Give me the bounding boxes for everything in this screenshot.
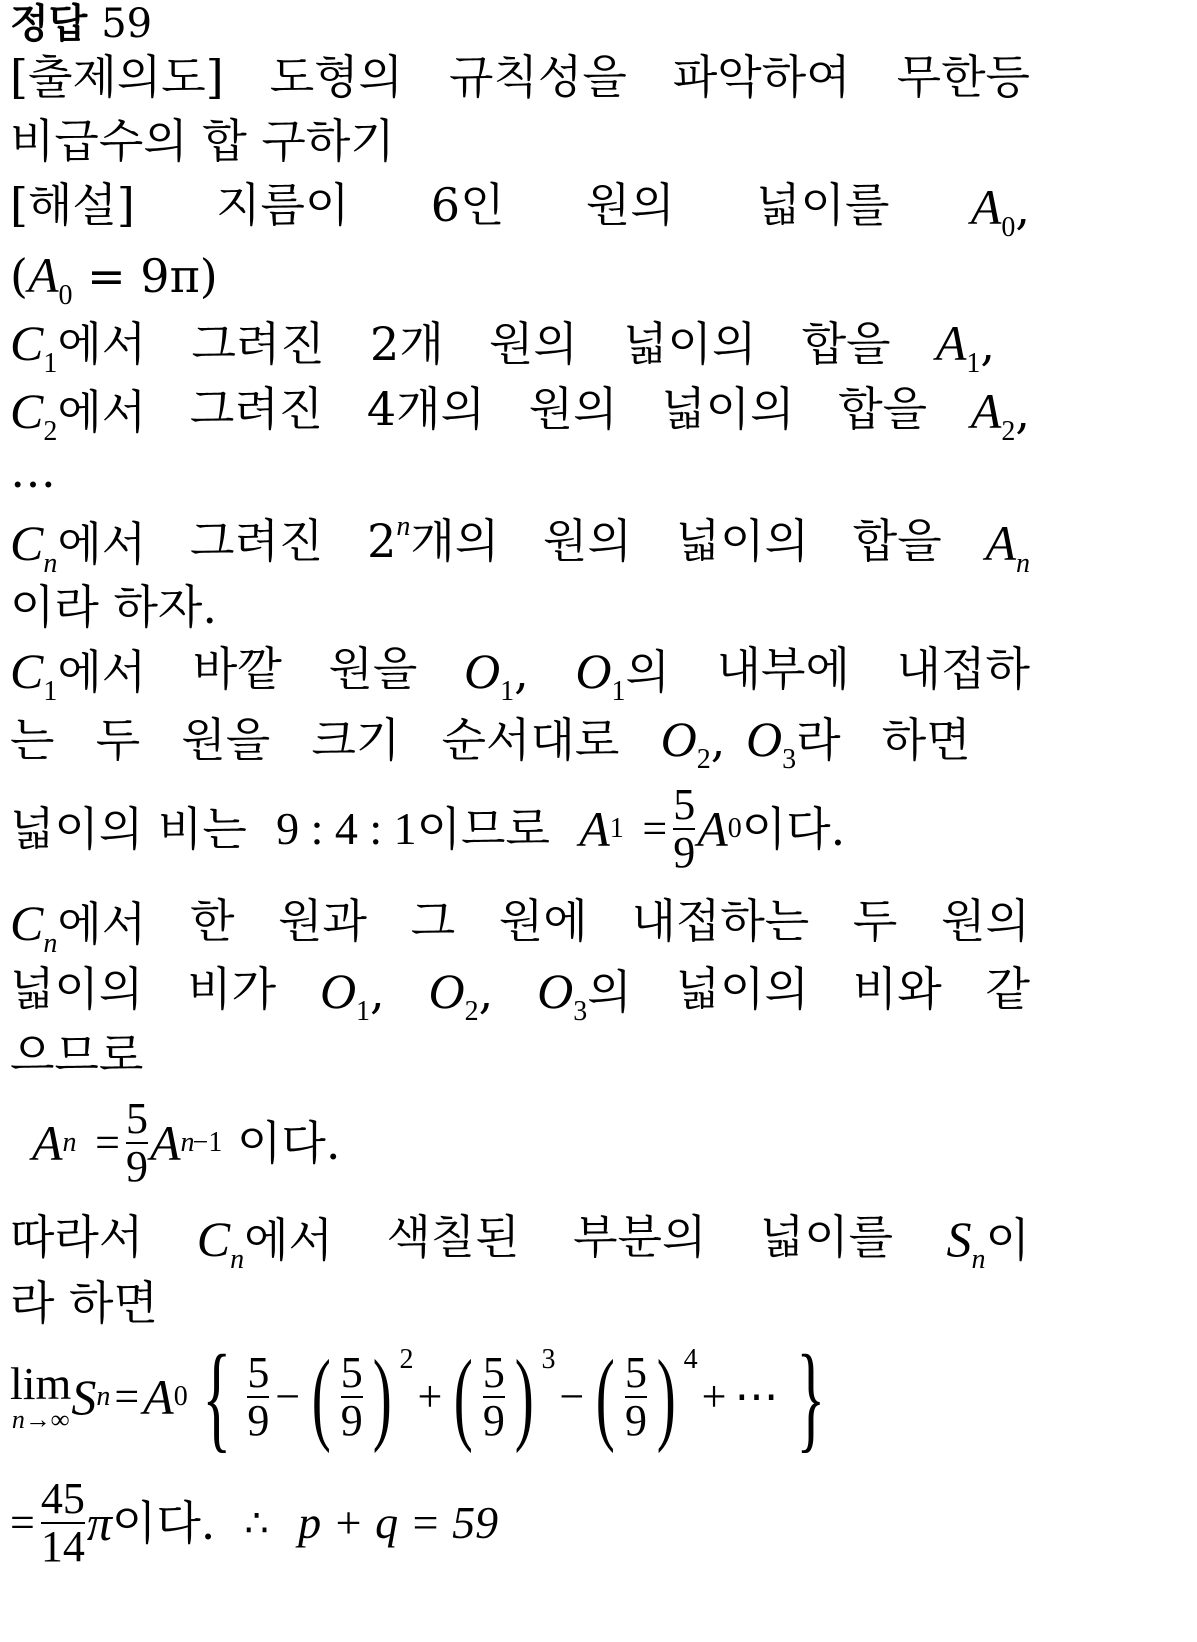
final-line: = $\frac{45}{14}$ π 이다. ∴ p + q = 59 <box>10 1474 499 1572</box>
fraction-denominator: 9 <box>625 1396 648 1445</box>
c1-word: 그려진 <box>191 317 325 371</box>
c2-word: 합을 <box>838 382 928 436</box>
cn-word: 합을 <box>852 514 942 568</box>
c1-word: 원의 <box>489 317 578 371</box>
intent-line-1 <box>10 50 1030 104</box>
lim-under: n→∞ <box>11 1405 70 1434</box>
intent-word: 도형의 <box>269 50 403 104</box>
intent-line-2: 비급수의 합 구하기 <box>10 114 395 168</box>
series-term-3 <box>482 1347 505 1445</box>
fraction-denominator: 9 <box>673 828 696 878</box>
c2-line <box>10 382 1030 447</box>
right-brace: } <box>796 1330 826 1463</box>
o2: $O_2$, <box>428 963 494 1027</box>
rw2-word: 넓이의 <box>10 962 144 1016</box>
c1-word: 합을 <box>801 317 891 371</box>
c2-word: 에서 <box>57 385 147 439</box>
intent-word: 규칙성을 <box>449 50 627 104</box>
outer-word: 내접하 <box>896 642 1030 696</box>
right-paren: ) <box>656 1338 676 1454</box>
fraction-denominator: 9 <box>482 1396 505 1445</box>
left-paren: ( <box>454 1338 474 1454</box>
o1-possessive: $O_1$의 <box>575 643 670 707</box>
series-term-2 <box>340 1347 363 1445</box>
final-end: 이다. <box>111 1496 216 1551</box>
c1-line: $C_1$에서 그려진 2개 원의 넓이의 합을 $A_1$, <box>10 315 995 379</box>
cn-word: 그려진 <box>190 514 324 568</box>
recur-end: 이다. <box>236 1116 341 1171</box>
right-paren: ) <box>514 1338 534 1454</box>
cn-base: 2 <box>367 514 397 568</box>
answer-value: 59 <box>101 1 153 47</box>
left-brace: { <box>202 1330 231 1463</box>
therefore-symbol: ∴ <box>244 1501 269 1546</box>
order-word: 두 <box>95 713 141 767</box>
outer-word: 바깥 <box>192 642 282 696</box>
recurrence-line: A n = $\frac{5}{9}$ A n −1 이다. <box>32 1094 341 1192</box>
cn-tail: 이라 하자. <box>10 580 217 634</box>
rw-word: 원의 <box>941 894 1030 948</box>
a0-note: 9π <box>140 249 200 303</box>
o1-o2: $O_1$, <box>319 963 385 1027</box>
final-fraction <box>41 1476 85 1570</box>
rw-word: 한 <box>189 894 235 948</box>
fraction-denominator: 9 <box>126 1142 148 1192</box>
shade-line <box>10 1210 1030 1275</box>
ellipsis-line: … <box>10 444 56 498</box>
c2-word: 4개의 <box>366 382 486 436</box>
outer-word: 의 <box>625 645 670 699</box>
outer-word: 에서 <box>57 645 147 699</box>
ratio-pre: 넓이의 비는 <box>10 802 247 857</box>
shade-word: 넓이를 <box>759 1210 894 1264</box>
a0-symbol: $A_0$, <box>970 179 1030 243</box>
o1-symbol: $O_1$, <box>464 643 529 707</box>
order-word: 크기 <box>311 713 401 767</box>
intent-word: 파악하여 <box>672 50 851 104</box>
ratio-end: 이다. <box>741 802 846 857</box>
fraction-denominator: 9 <box>340 1396 363 1445</box>
ratio-fraction <box>673 782 695 876</box>
pi-symbol: π <box>86 1495 112 1552</box>
rw-word: 원에 <box>498 894 588 948</box>
rw2-word: 넓이의 <box>675 962 809 1016</box>
fraction-denominator: 14 <box>40 1522 85 1572</box>
c1-word: 2개 <box>370 317 444 371</box>
fraction-numerator: 45 <box>40 1474 85 1523</box>
cn-word: 넓이의 <box>675 514 810 568</box>
power: 4 <box>683 1344 698 1375</box>
intent-word: 무한등 <box>896 50 1030 104</box>
an-symbol: $A_n$ <box>985 515 1030 579</box>
solution-word: 6인 <box>430 178 505 232</box>
outer-line <box>10 642 1030 707</box>
left-paren: ( <box>596 1338 616 1454</box>
ratio-words-line-2 <box>10 962 1030 1027</box>
c2-word: 그려진 <box>189 382 324 436</box>
ratio-value: 9 : 4 : 1 <box>276 803 417 855</box>
cn-word: 개의 <box>410 514 500 568</box>
rw-start: $C_n$에서 <box>10 895 147 959</box>
rw2-word: 의 <box>587 965 632 1019</box>
cn-start: $C_n$에서 <box>10 515 147 579</box>
intent-bracket: [출제의도] <box>10 50 224 104</box>
c2-word: 원의 <box>528 382 618 436</box>
rw2-word: 같 <box>985 962 1030 1016</box>
rw-word: 에서 <box>57 897 147 951</box>
power: 2 <box>399 1344 414 1375</box>
order-word: 는 <box>10 713 55 767</box>
shade-word: 에서 <box>244 1213 333 1267</box>
o3: $O_3$의 <box>537 963 632 1027</box>
rw-word: 두 <box>852 894 898 948</box>
ratio-words-line-3: 으므로 <box>10 1028 144 1082</box>
lim-word: lim <box>10 1358 72 1409</box>
fraction-numerator: 5 <box>625 1347 648 1397</box>
fraction-numerator: 5 <box>247 1347 270 1397</box>
cn-line <box>10 511 1030 579</box>
ratio-words-line <box>10 894 1030 959</box>
fraction-numerator: 5 <box>126 1094 148 1143</box>
dots: ⋯ <box>734 1372 779 1421</box>
shade-word: 부분의 <box>573 1210 707 1264</box>
limit-line: lim n→∞ S n = A 0 { $\frac{5}{9}$ − ( $\frac{5}{9}$ ) 2 + ( $\frac{5}{9}$ ) 3 − ( $\frac{5}{9}$ ) 4 + ⋯ } <box>10 1330 826 1463</box>
series-term-1 <box>247 1347 270 1445</box>
power: 3 <box>541 1344 556 1375</box>
outer-start: $C_1$에서 <box>10 643 147 707</box>
fraction-numerator: 5 <box>673 780 696 829</box>
cn-word: 원의 <box>543 514 632 568</box>
order-word: 하면 <box>881 713 971 767</box>
c2-start: $C_2$에서 <box>10 383 147 447</box>
solution-line-1 <box>10 178 1030 243</box>
shade-line-2: 라 하면 <box>10 1276 158 1330</box>
lim-operator <box>10 1358 72 1434</box>
series-term-4 <box>625 1347 648 1445</box>
a2-symbol: $A_2$, <box>970 383 1030 447</box>
cn-count: 2$^n$개의 <box>367 511 500 568</box>
order-word: 순서대로 <box>441 713 620 767</box>
fraction-numerator: 5 <box>482 1347 505 1397</box>
ratio-post: 이므로 <box>416 802 550 857</box>
order-word: 원을 <box>181 713 271 767</box>
final-expression: p + q = 59 <box>298 1497 499 1549</box>
fraction-denominator: 9 <box>247 1396 270 1445</box>
shade-word: 이 <box>985 1213 1030 1267</box>
solution-word: 지름이 <box>216 178 350 232</box>
left-paren: ( <box>311 1338 332 1454</box>
right-paren: ) <box>372 1338 392 1454</box>
solution-word: 원의 <box>585 178 675 232</box>
fraction-numerator: 5 <box>340 1347 363 1397</box>
shade-word: 따라서 <box>10 1210 144 1264</box>
shade-word: 색칠된 <box>386 1210 520 1264</box>
order-word: 라 <box>796 713 841 767</box>
recur-fraction <box>126 1096 148 1190</box>
rw-word: 내접하는 <box>631 894 810 948</box>
order-line: 는 두 원을 크기 순서대로 $O_2$, $O_3$라 하면 <box>10 711 971 775</box>
outer-word: 내부에 <box>716 642 850 696</box>
c1-word: 에서 <box>57 317 147 371</box>
a0-value: $(A_0 = 9\pi)$ <box>10 247 218 311</box>
rw2-word: 비와 <box>852 962 942 1016</box>
rw-word: 원과 <box>278 894 367 948</box>
shade-cn: $C_n$에서 <box>196 1211 333 1275</box>
solution-bracket: [해설] <box>10 178 135 232</box>
c2-word: 넓이의 <box>661 382 795 436</box>
outer-word: 원을 <box>328 642 418 696</box>
solution-word: 넓이를 <box>756 178 890 232</box>
sn-symbol: $S_n$이 <box>946 1211 1030 1275</box>
cn-word: 에서 <box>57 517 147 571</box>
rw-word: 그 <box>410 894 456 948</box>
answer-heading <box>10 1 153 47</box>
c1-word: 넓이의 <box>623 317 757 371</box>
answer-label: 정답 <box>10 1 88 47</box>
ratio-line: 넓이의 비는 9 : 4 : 1 이므로 A 1 = $\frac{5}{9}$ A 0 이다. <box>10 780 846 878</box>
rw2-word: 비가 <box>187 962 277 1016</box>
